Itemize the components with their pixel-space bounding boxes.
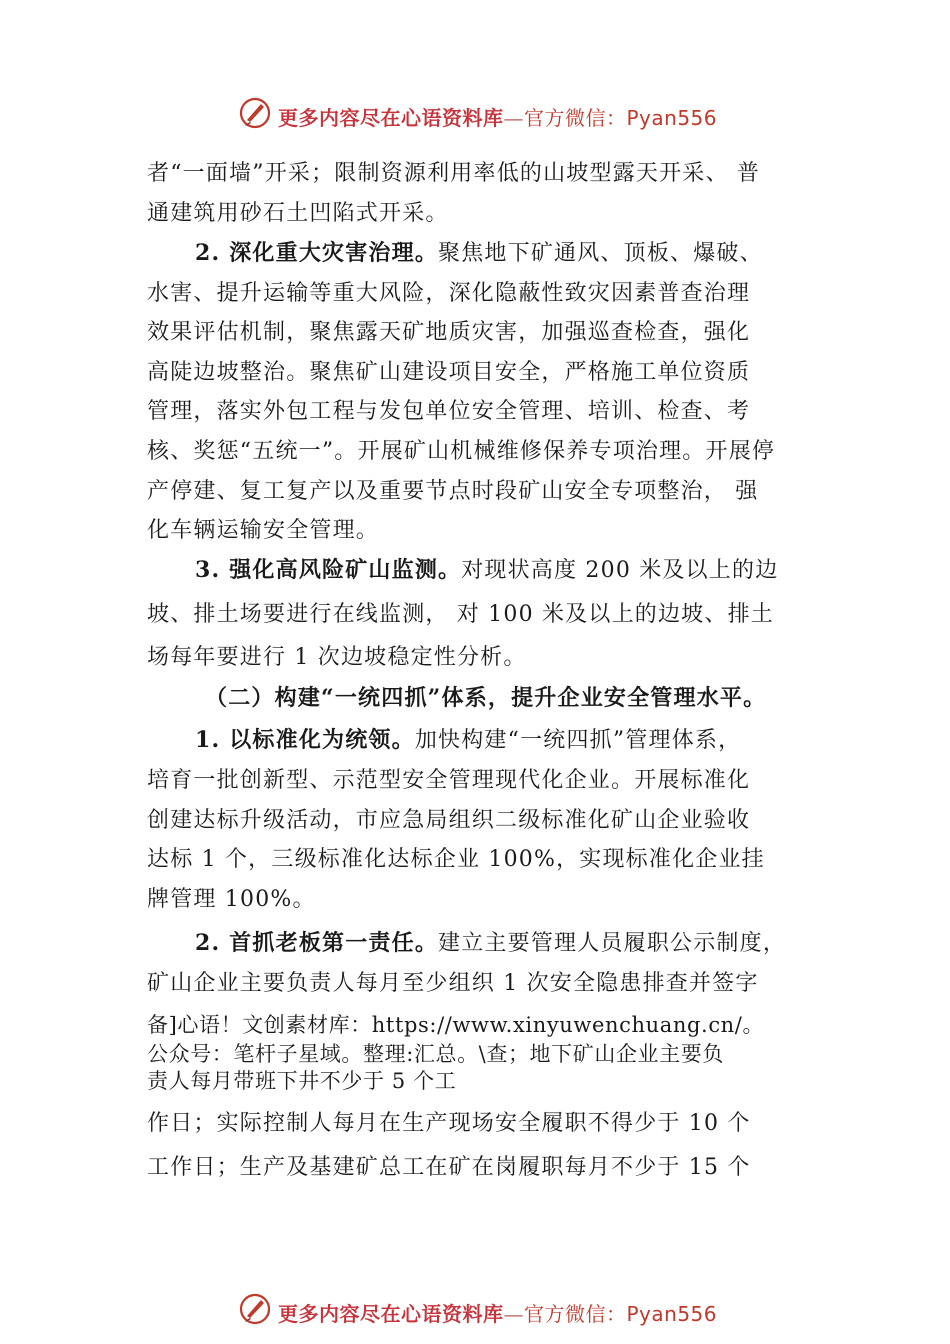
- wechat-id: Pyan556: [626, 1302, 718, 1326]
- text-line: 场每年要进行 1 次边坡稳定性分析。: [147, 645, 527, 670]
- heading-label: 2. 深化重大灾害治理。: [195, 240, 439, 266]
- text-line: 通建筑用砂石土凹陷式开采。: [147, 201, 449, 226]
- brand-name: 更多内容尽在心语资料库: [278, 1302, 504, 1326]
- text-line: 责人每月带班下井不少于 5 个工: [147, 1069, 457, 1093]
- heading-rest: 建立主要管理人员履职公示制度，: [438, 931, 787, 956]
- wechat-label: 官方微信：: [524, 1302, 627, 1326]
- heading-rest: 加快构建“一统四抓”管理体系，: [414, 728, 742, 753]
- text-line: 产停建、复工复产以及重要节点时段矿山安全专项整治， 强: [147, 479, 759, 504]
- text-line: 工作日；生产及基建矿总工在矿在岗履职每月不少于 15 个: [147, 1155, 751, 1180]
- text-line: 效果评估机制，聚焦露天矿地质灾害，加强巡查检查，强化: [147, 320, 751, 345]
- section-heading: [195, 236, 763, 267]
- heading-label: 1. 以标准化为统领。: [195, 727, 415, 753]
- chapter-heading: （二）构建“一统四抓”体系，提升企业安全管理水平。: [205, 685, 767, 711]
- text-line: 牌管理 100%。: [147, 887, 316, 912]
- heading-rest: 聚焦地下矿通风、顶板、爆破、: [438, 241, 763, 266]
- banner-dash: —: [503, 106, 524, 130]
- section-heading: [195, 553, 778, 584]
- text-line: 核、奖惩“五统一”。开展矿山机械维修保养专项治理。开展停: [147, 439, 776, 464]
- heading-label: 3. 强化高风险矿山监测。: [195, 557, 462, 583]
- text-line: 创建达标升级活动，市应急局组织二级标准化矿山企业验收: [147, 808, 751, 833]
- brush-circle-logo-icon: [238, 1292, 272, 1326]
- text-line: 达标 1 个，三级标准化达标企业 100%，实现标准化企业挂: [147, 847, 765, 872]
- text-line: 者“一面墙”开采；限制资源利用率低的山坡型露天开采、 普: [147, 161, 761, 186]
- text-line: 坡、排土场要进行在线监测， 对 100 米及以上的边坡、排土: [147, 602, 774, 627]
- wechat-id: Pyan556: [626, 106, 718, 130]
- text-line: 培育一批创新型、示范型安全管理现代化企业。开展标准化: [147, 768, 751, 793]
- banner-text: [278, 102, 717, 131]
- text-line: 矿山企业主要负责人每月至少组织 1 次安全隐患排查并签字: [147, 971, 759, 996]
- banner-text: [278, 1298, 717, 1327]
- footer-banner: [0, 1290, 950, 1330]
- section-heading: [195, 926, 786, 957]
- text-line: 水害、提升运输等重大风险，深化隐蔽性致灾因素普查治理: [147, 281, 751, 306]
- text-line: 公众号：笔杆子星域。整理:汇总。\查；地下矿山企业主要负: [147, 1042, 724, 1066]
- text-line: 作日；实际控制人每月在生产现场安全履职不得少于 10 个: [147, 1111, 751, 1136]
- heading-label: 2. 首抓老板第一责任。: [195, 930, 439, 956]
- text-line: 备]心语！文创素材库：https://www.xinyuwenchuang.cn/。: [147, 1013, 765, 1037]
- text-line: 化车辆运输安全管理。: [147, 518, 380, 543]
- text-line: 管理，落实外包工程与发包单位安全管理、培训、检查、考: [147, 399, 751, 424]
- banner-dash: —: [503, 1302, 524, 1326]
- header-banner: [0, 94, 950, 134]
- heading-rest: 对现状高度 200 米及以上的边: [461, 558, 779, 583]
- brush-circle-logo-icon: [238, 96, 272, 130]
- brand-name: 更多内容尽在心语资料库: [278, 106, 504, 130]
- text-line: 高陡边坡整治。聚焦矿山建设项目安全，严格施工单位资质: [147, 360, 751, 385]
- wechat-label: 官方微信：: [524, 106, 627, 130]
- section-heading: [195, 723, 741, 754]
